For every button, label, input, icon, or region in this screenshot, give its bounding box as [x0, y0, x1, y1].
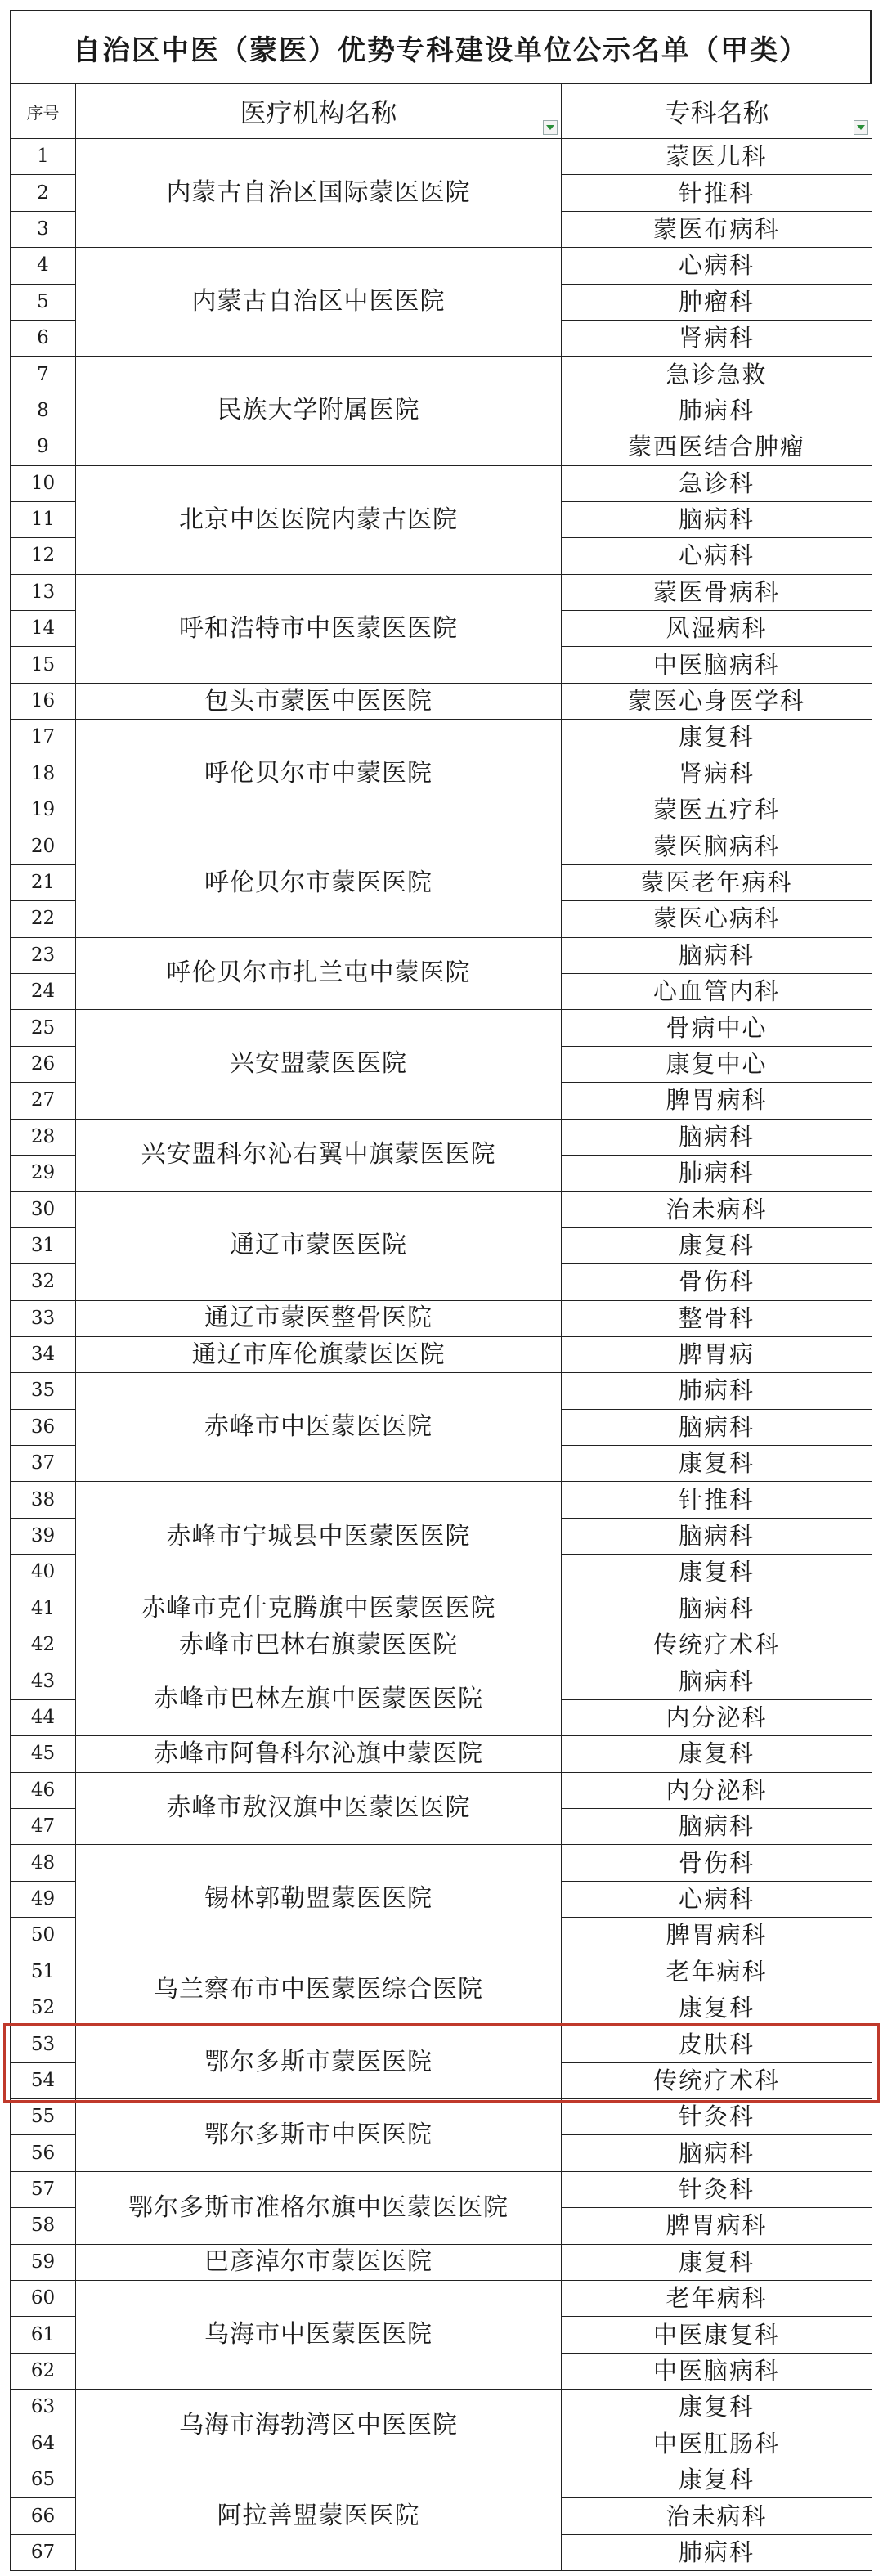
- specialty-name: 脾胃病科: [562, 2208, 872, 2244]
- table-row: [11, 1192, 872, 1227]
- specialty-name: 风湿病科: [562, 611, 872, 647]
- specialty-name: 脑病科: [562, 2135, 872, 2171]
- table-row: [11, 2099, 872, 2135]
- row-number: 36: [11, 1409, 76, 1445]
- row-number: 18: [11, 756, 76, 792]
- table-row: [11, 357, 872, 393]
- specialty-name: 蒙医布病科: [562, 211, 872, 247]
- specialty-name: 脑病科: [562, 1518, 872, 1554]
- table-row: [11, 2390, 872, 2426]
- specialty-name: 中医脑病科: [562, 647, 872, 683]
- institution-name: 通辽市蒙医医院: [76, 1192, 562, 1300]
- specialty-name: 老年病科: [562, 1954, 872, 1990]
- row-number: 59: [11, 2244, 76, 2280]
- row-number: 45: [11, 1736, 76, 1772]
- institution-name: 锡林郭勒盟蒙医医院: [76, 1845, 562, 1954]
- table-row: [11, 574, 872, 610]
- row-number: 23: [11, 937, 76, 973]
- row-number: 62: [11, 2353, 76, 2389]
- institution-name: 兴安盟科尔沁右翼中旗蒙医医院: [76, 1119, 562, 1192]
- specialty-name: 急诊急救: [562, 357, 872, 393]
- row-number: 15: [11, 647, 76, 683]
- specialty-name: 脑病科: [562, 1591, 872, 1627]
- row-number: 12: [11, 538, 76, 574]
- specialty-name: 康复科: [562, 1555, 872, 1591]
- institution-name: 乌海市海勃湾区中医医院: [76, 2390, 562, 2462]
- row-number: 33: [11, 1300, 76, 1336]
- row-number: 37: [11, 1446, 76, 1482]
- row-number: 16: [11, 683, 76, 719]
- row-number: 40: [11, 1555, 76, 1591]
- row-number: 58: [11, 2208, 76, 2244]
- table-row: [11, 1845, 872, 1881]
- filter-dropdown-icon[interactable]: [543, 120, 558, 135]
- specialty-name: 康复科: [562, 720, 872, 756]
- institution-name: 阿拉善盟蒙医医院: [76, 2462, 562, 2571]
- column-header-no-label: 序号: [26, 102, 60, 123]
- institution-name: 赤峰市中医蒙医医院: [76, 1373, 562, 1482]
- row-number: 13: [11, 574, 76, 610]
- specialty-name: 康复科: [562, 1227, 872, 1263]
- specialty-name: 针灸科: [562, 2099, 872, 2135]
- row-number: 56: [11, 2135, 76, 2171]
- row-number: 51: [11, 1954, 76, 1990]
- institution-name: 赤峰市阿鲁科尔沁旗中蒙医院: [76, 1736, 562, 1772]
- specialty-name: 康复科: [562, 1990, 872, 2026]
- specialty-name: 脑病科: [562, 937, 872, 973]
- row-number: 54: [11, 2062, 76, 2098]
- specialty-name: 整骨科: [562, 1300, 872, 1336]
- table-row: [11, 683, 872, 719]
- specialty-name: 急诊科: [562, 465, 872, 501]
- institution-name: 赤峰市克什克腾旗中医蒙医医院: [76, 1591, 562, 1627]
- table-row: [11, 1772, 872, 1808]
- specialty-name: 肿瘤科: [562, 284, 872, 320]
- table-row: [11, 465, 872, 501]
- institution-name: 赤峰市巴林右旗蒙医医院: [76, 1627, 562, 1663]
- row-number: 17: [11, 720, 76, 756]
- specialty-name: 心病科: [562, 1881, 872, 1917]
- table-row: [11, 1954, 872, 1990]
- table-row: [11, 1482, 872, 1518]
- institution-name: 赤峰市敖汉旗中医蒙医医院: [76, 1772, 562, 1845]
- specialty-name: 蒙医脑病科: [562, 828, 872, 864]
- row-number: 28: [11, 1119, 76, 1155]
- institution-name: 赤峰市宁城县中医蒙医医院: [76, 1482, 562, 1591]
- institution-name: 民族大学附属医院: [76, 357, 562, 465]
- row-number: 6: [11, 320, 76, 356]
- specialty-name: 康复科: [562, 1736, 872, 1772]
- table-row: [11, 1627, 872, 1663]
- specialty-name: 内分泌科: [562, 1699, 872, 1735]
- specialty-name: 中医脑病科: [562, 2353, 872, 2389]
- row-number: 53: [11, 2026, 76, 2062]
- specialty-name: 脾胃病科: [562, 1083, 872, 1119]
- row-number: 29: [11, 1155, 76, 1191]
- page-title: 自治区中医（蒙医）优势专科建设单位公示名单（甲类）: [10, 10, 872, 83]
- specialty-name: 中医肛肠科: [562, 2426, 872, 2462]
- row-number: 44: [11, 1699, 76, 1735]
- row-number: 10: [11, 465, 76, 501]
- specialty-name: 中医康复科: [562, 2317, 872, 2353]
- specialty-name: 脑病科: [562, 1663, 872, 1699]
- table-row: [11, 2026, 872, 2062]
- column-header-institution-label: 医疗机构名称: [240, 97, 397, 128]
- specialty-name: 蒙医心身医学科: [562, 683, 872, 719]
- specialty-name: 心病科: [562, 538, 872, 574]
- row-number: 11: [11, 501, 76, 537]
- institution-name: 兴安盟蒙医医院: [76, 1010, 562, 1119]
- row-number: 48: [11, 1845, 76, 1881]
- row-number: 25: [11, 1010, 76, 1046]
- specialty-name: 针推科: [562, 1482, 872, 1518]
- row-number: 7: [11, 357, 76, 393]
- specialty-name: 康复科: [562, 1446, 872, 1482]
- row-number: 32: [11, 1264, 76, 1300]
- row-number: 1: [11, 139, 76, 175]
- column-header-institution[interactable]: [76, 84, 562, 139]
- specialty-name: 针灸科: [562, 2171, 872, 2207]
- row-number: 50: [11, 1918, 76, 1954]
- specialty-name: 脑病科: [562, 1119, 872, 1155]
- specialty-name: 针推科: [562, 175, 872, 211]
- row-number: 20: [11, 828, 76, 864]
- institution-name: 通辽市库伦旗蒙医医院: [76, 1336, 562, 1372]
- row-number: 35: [11, 1373, 76, 1409]
- row-number: 60: [11, 2281, 76, 2317]
- row-number: 57: [11, 2171, 76, 2207]
- specialty-name: 心血管内科: [562, 973, 872, 1009]
- row-number: 24: [11, 973, 76, 1009]
- row-number: 30: [11, 1192, 76, 1227]
- row-number: 19: [11, 792, 76, 828]
- table-row: [11, 937, 872, 973]
- row-number: 61: [11, 2317, 76, 2353]
- row-number: 4: [11, 248, 76, 284]
- row-number: 5: [11, 284, 76, 320]
- specialty-name: 蒙医五疗科: [562, 792, 872, 828]
- row-number: 42: [11, 1627, 76, 1663]
- row-number: 14: [11, 611, 76, 647]
- specialty-name: 蒙医心病科: [562, 901, 872, 937]
- row-number: 39: [11, 1518, 76, 1554]
- specialty-name: 康复科: [562, 2390, 872, 2426]
- table-row: [11, 1663, 872, 1699]
- specialty-name: 肺病科: [562, 393, 872, 429]
- column-header-specialty-label: 专科名称: [664, 97, 769, 128]
- institution-name: 内蒙古自治区国际蒙医医院: [76, 139, 562, 248]
- row-number: 55: [11, 2099, 76, 2135]
- row-number: 66: [11, 2498, 76, 2534]
- specialty-name: 蒙医老年病科: [562, 864, 872, 900]
- specialty-name: 脾胃病科: [562, 1918, 872, 1954]
- specialty-name: 康复科: [562, 2462, 872, 2498]
- specialty-name: 康复中心: [562, 1046, 872, 1082]
- row-number: 26: [11, 1046, 76, 1082]
- row-number: 67: [11, 2534, 76, 2570]
- institution-name: 通辽市蒙医整骨医院: [76, 1300, 562, 1336]
- table-row: [11, 139, 872, 175]
- institution-name: 包头市蒙医中医医院: [76, 683, 562, 719]
- table-row: [11, 1336, 872, 1372]
- filter-dropdown-icon[interactable]: [854, 120, 868, 135]
- row-number: 41: [11, 1591, 76, 1627]
- table-row: [11, 1010, 872, 1046]
- row-number: 3: [11, 211, 76, 247]
- specialty-name: 蒙医骨病科: [562, 574, 872, 610]
- institution-name: 内蒙古自治区中医医院: [76, 248, 562, 357]
- specialty-name: 老年病科: [562, 2281, 872, 2317]
- institution-name: 乌兰察布市中医蒙医综合医院: [76, 1954, 562, 2026]
- table-row: [11, 1119, 872, 1155]
- institution-name: 北京中医医院内蒙古医院: [76, 465, 562, 574]
- institution-name: 鄂尔多斯市中医医院: [76, 2099, 562, 2172]
- row-number: 21: [11, 864, 76, 900]
- specialty-name: 肾病科: [562, 756, 872, 792]
- specialty-name: 骨病中心: [562, 1010, 872, 1046]
- row-number: 64: [11, 2426, 76, 2462]
- specialty-name: 肾病科: [562, 320, 872, 356]
- table-row: [11, 1591, 872, 1627]
- institution-name: 赤峰市巴林左旗中医蒙医医院: [76, 1663, 562, 1736]
- column-header-specialty[interactable]: [562, 84, 872, 139]
- table-row: [11, 2281, 872, 2317]
- institution-name: 呼伦贝尔市中蒙医院: [76, 720, 562, 828]
- row-number: 8: [11, 393, 76, 429]
- table-row: [11, 720, 872, 756]
- specialty-name: 骨伤科: [562, 1264, 872, 1300]
- row-number: 22: [11, 901, 76, 937]
- table-header-row: [11, 84, 872, 139]
- row-number: 34: [11, 1336, 76, 1372]
- specialty-name: 肺病科: [562, 2534, 872, 2570]
- specialty-name: 脑病科: [562, 1409, 872, 1445]
- row-number: 2: [11, 175, 76, 211]
- specialty-name: 传统疗术科: [562, 2062, 872, 2098]
- specialty-name: 脑病科: [562, 1808, 872, 1844]
- row-number: 27: [11, 1083, 76, 1119]
- table-row: [11, 828, 872, 864]
- institution-name: 呼伦贝尔市扎兰屯中蒙医院: [76, 937, 562, 1010]
- institution-name: 呼伦贝尔市蒙医医院: [76, 828, 562, 937]
- table-row: [11, 248, 872, 284]
- specialty-name: 内分泌科: [562, 1772, 872, 1808]
- row-number: 46: [11, 1772, 76, 1808]
- specialty-name: 蒙西医结合肿瘤: [562, 429, 872, 465]
- row-number: 52: [11, 1990, 76, 2026]
- specialty-name: 康复科: [562, 2244, 872, 2280]
- column-header-no[interactable]: [11, 84, 76, 139]
- institution-name: 巴彦淖尔市蒙医医院: [76, 2244, 562, 2280]
- row-number: 65: [11, 2462, 76, 2498]
- specialty-name: 传统疗术科: [562, 1627, 872, 1663]
- specialty-name: 肺病科: [562, 1373, 872, 1409]
- table-row: [11, 1736, 872, 1772]
- specialty-name: 皮肤科: [562, 2026, 872, 2062]
- institution-name: 鄂尔多斯市准格尔旗中医蒙医医院: [76, 2171, 562, 2244]
- row-number: 47: [11, 1808, 76, 1844]
- specialty-name: 治未病科: [562, 1192, 872, 1227]
- table-row: [11, 1373, 872, 1409]
- institution-name: 呼和浩特市中医蒙医医院: [76, 574, 562, 683]
- row-number: 31: [11, 1227, 76, 1263]
- row-number: 43: [11, 1663, 76, 1699]
- specialty-name: 治未病科: [562, 2498, 872, 2534]
- hospital-specialty-table: [10, 83, 872, 2571]
- table-row: [11, 1300, 872, 1336]
- specialty-name: 心病科: [562, 248, 872, 284]
- institution-name: 乌海市中医蒙医医院: [76, 2281, 562, 2390]
- specialty-name: 骨伤科: [562, 1845, 872, 1881]
- specialty-name: 脑病科: [562, 501, 872, 537]
- specialty-name: 蒙医儿科: [562, 139, 872, 175]
- row-number: 9: [11, 429, 76, 465]
- table-row: [11, 2462, 872, 2498]
- table-row: [11, 2244, 872, 2280]
- row-number: 38: [11, 1482, 76, 1518]
- specialty-name: 肺病科: [562, 1155, 872, 1191]
- row-number: 49: [11, 1881, 76, 1917]
- row-number: 63: [11, 2390, 76, 2426]
- specialty-name: 脾胃病: [562, 1336, 872, 1372]
- table-row: [11, 2171, 872, 2207]
- institution-name: 鄂尔多斯市蒙医医院: [76, 2026, 562, 2099]
